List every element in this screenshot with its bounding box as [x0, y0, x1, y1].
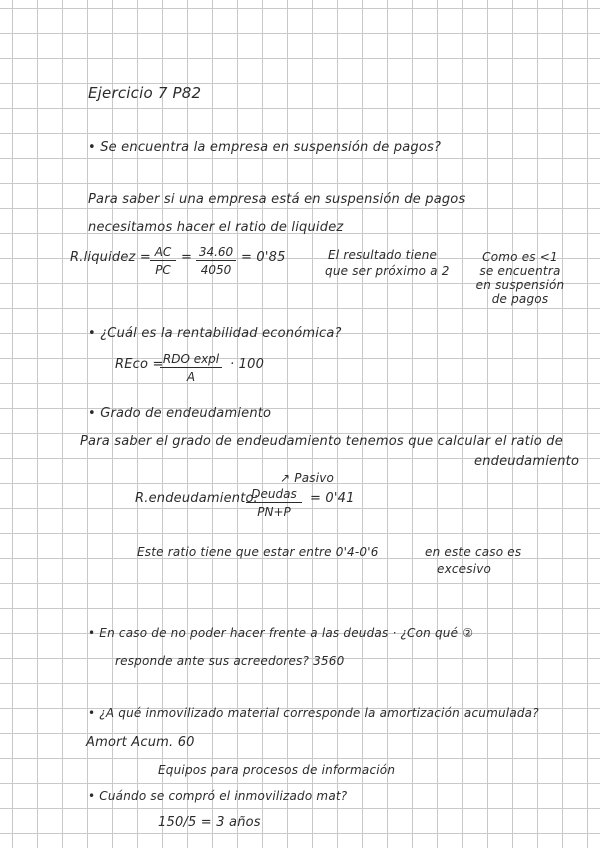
- paragraph-line: Para saber el grado de endeudamiento tenemos que calcular el ratio de: [80, 434, 563, 449]
- question-suspension: • Se encuentra la empresa en suspensión de pagos?: [88, 140, 442, 155]
- amortizacion-value: Amort Acum. 60: [86, 735, 195, 750]
- arrow-icon: ↗: [280, 471, 291, 485]
- liquidez-values-fraction: [196, 245, 236, 277]
- reco-multiplier: · 100: [230, 357, 265, 372]
- ratio-range-note: Este ratio tiene que estar entre 0'4-0'6: [137, 545, 379, 559]
- exercise-title: Ejercicio 7 P82: [88, 84, 202, 102]
- reco-fraction: [160, 352, 222, 384]
- fraction-numerator: RDO expl: [162, 352, 220, 366]
- calc-years: 150/5 = 3 años: [158, 815, 261, 830]
- liquidez-label: R.liquidez =: [70, 250, 151, 265]
- fraction-denominator: PN+P: [257, 505, 291, 519]
- question-compra: • Cuándo se compró el inmovilizado mat?: [88, 789, 348, 803]
- fraction-denominator: 4050: [200, 263, 232, 277]
- question-inmovilizado: • ¿A qué inmovilizado material corresponde la amortización acumulada?: [88, 706, 539, 720]
- question-deudas-cont: responde ante sus acreedores? 3560: [115, 654, 345, 668]
- liquidez-result: = 0'85: [241, 250, 286, 265]
- fraction-denominator: PC: [155, 263, 171, 277]
- question-deudas: • En caso de no poder hacer frente a las deudas · ¿Con qué ②: [88, 626, 474, 640]
- arrow-label: Pasivo: [294, 471, 335, 485]
- endeudamiento-fraction: [246, 487, 302, 519]
- arrow-annotation: [280, 471, 334, 485]
- paragraph-line: necesitamos hacer el ratio de liquidez: [88, 220, 344, 235]
- equipos-answer: Equipos para procesos de información: [158, 763, 396, 777]
- equals-sign: =: [181, 250, 193, 265]
- endeudamiento-label: R.endeudamiento:: [135, 491, 259, 506]
- question-rentabilidad: • ¿Cuál es la rentabilidad económica?: [88, 326, 342, 341]
- note-line: se encuentra: [479, 264, 561, 278]
- note-line: excesivo: [437, 562, 492, 576]
- note-line: de pagos: [491, 292, 549, 306]
- note-line: en suspensión: [475, 278, 565, 292]
- note-line: que ser próximo a 2: [325, 264, 450, 278]
- endeudamiento-result: = 0'41: [310, 491, 355, 506]
- paragraph-line: Para saber si una empresa está en suspensión de pagos: [88, 192, 466, 207]
- conclusion-note: [470, 250, 570, 306]
- liquidez-fraction: [150, 245, 176, 277]
- reco-label: REco =: [115, 357, 164, 372]
- paragraph-line: endeudamiento: [474, 454, 580, 469]
- fraction-numerator: Deudas: [251, 487, 297, 501]
- fraction-numerator: AC: [154, 245, 172, 259]
- fraction-numerator: 34.60: [198, 245, 234, 259]
- fraction-denominator: A: [186, 370, 196, 384]
- question-endeudamiento: • Grado de endeudamiento: [88, 406, 272, 421]
- note-line: Como es <1: [482, 250, 558, 264]
- note-line: El resultado tiene: [328, 248, 438, 262]
- note-line: en este caso es: [425, 545, 522, 559]
